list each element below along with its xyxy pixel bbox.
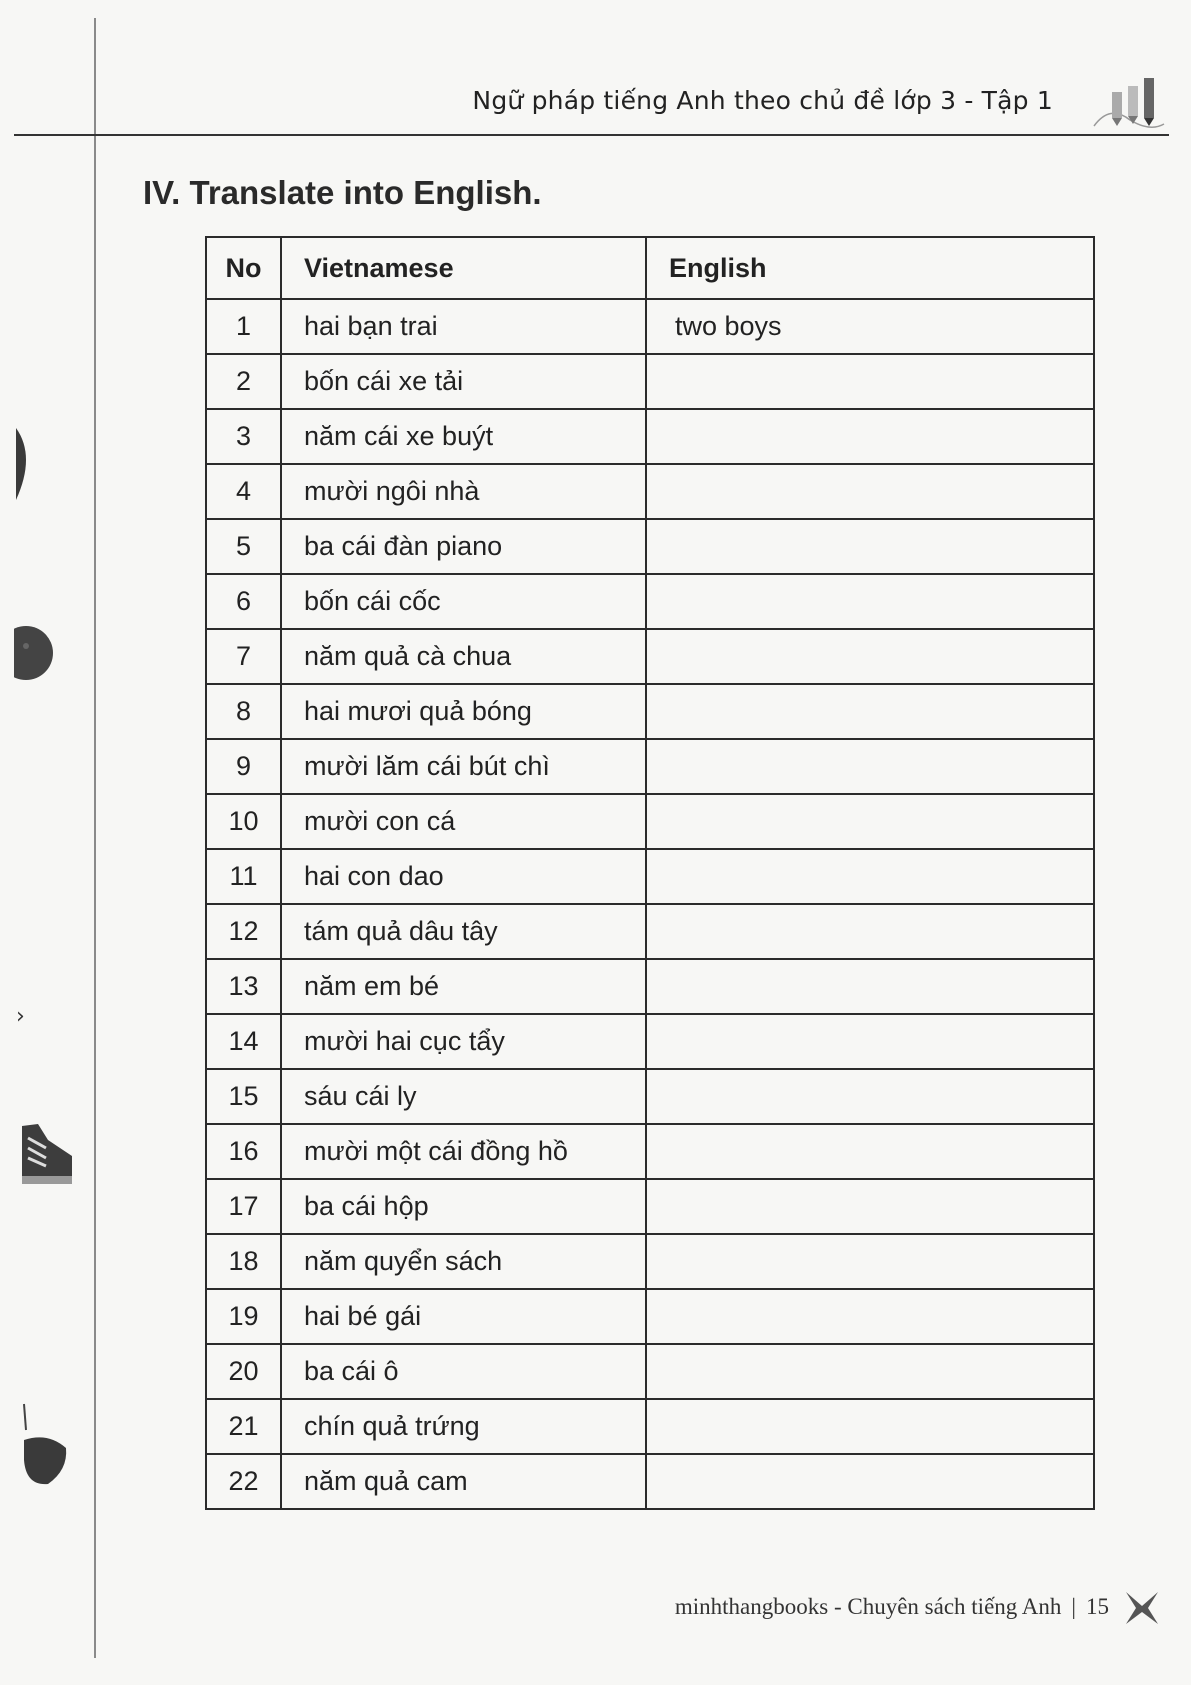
vietnamese-cell: mười con cá (281, 794, 646, 849)
vietnamese-cell: năm cái xe buýt (281, 409, 646, 464)
vietnamese-cell: mười ngôi nhà (281, 464, 646, 519)
english-answer-cell[interactable] (646, 464, 1094, 519)
english-answer-cell[interactable] (646, 684, 1094, 739)
vietnamese-cell: bốn cái cốc (281, 574, 646, 629)
row-number: 12 (206, 904, 281, 959)
vietnamese-cell: sáu cái ly (281, 1069, 646, 1124)
header-title: Ngữ pháp tiếng Anh theo chủ đề lớp 3 - Tập 1 (472, 86, 1053, 115)
pencils-icon (1090, 74, 1168, 134)
row-number: 17 (206, 1179, 281, 1234)
table-row (206, 1014, 1094, 1069)
footer-publisher: minhthangbooks - Chuyên sách tiếng Anh (674, 1594, 1062, 1619)
english-answer-cell[interactable] (646, 574, 1094, 629)
row-number: 14 (206, 1014, 281, 1069)
row-number: 13 (206, 959, 281, 1014)
row-number: 19 (206, 1289, 281, 1344)
section-title: IV. Translate into English. (143, 174, 542, 211)
table-row (206, 739, 1094, 794)
english-answer-cell[interactable] (646, 1179, 1094, 1234)
vietnamese-cell: năm em bé (281, 959, 646, 1014)
english-answer-cell[interactable] (646, 794, 1094, 849)
table-row (206, 1289, 1094, 1344)
column-header-no: No (206, 237, 281, 299)
header-divider (14, 134, 1169, 136)
row-number: 18 (206, 1234, 281, 1289)
english-answer-cell[interactable] (646, 1399, 1094, 1454)
english-answer-cell[interactable] (646, 629, 1094, 684)
row-number: 2 (206, 354, 281, 409)
sneaker-icon (18, 1120, 76, 1190)
vietnamese-cell: hai bạn trai (281, 299, 646, 354)
table-row (206, 1344, 1094, 1399)
row-number: 7 (206, 629, 281, 684)
vietnamese-cell: năm quả cà chua (281, 629, 646, 684)
vietnamese-cell: năm quyển sách (281, 1234, 646, 1289)
english-answer-cell[interactable] (646, 1454, 1094, 1509)
vietnamese-cell: chín quả trứng (281, 1399, 646, 1454)
vietnamese-cell: hai bé gái (281, 1289, 646, 1344)
row-number: 4 (206, 464, 281, 519)
vietnamese-cell: bốn cái xe tải (281, 354, 646, 409)
table-row (206, 574, 1094, 629)
row-number: 5 (206, 519, 281, 574)
english-answer-cell[interactable] (646, 1234, 1094, 1289)
table-row (206, 1454, 1094, 1509)
footer-separator: | (1071, 1594, 1076, 1619)
table-row (206, 904, 1094, 959)
ball-icon (14, 624, 58, 682)
table-row (206, 684, 1094, 739)
table-row (206, 409, 1094, 464)
margin-rule (94, 18, 96, 1658)
page-number: 15 (1086, 1594, 1109, 1619)
table-row (206, 519, 1094, 574)
english-answer-cell[interactable] (646, 1014, 1094, 1069)
english-answer-cell[interactable] (646, 1124, 1094, 1179)
table-header-row (206, 237, 1094, 299)
table-row (206, 1179, 1094, 1234)
english-answer-cell[interactable] (646, 849, 1094, 904)
table-row (206, 299, 1094, 354)
table-row (206, 794, 1094, 849)
table-row (206, 629, 1094, 684)
vietnamese-cell: hai con dao (281, 849, 646, 904)
row-number: 20 (206, 1344, 281, 1399)
english-answer-cell[interactable] (646, 1289, 1094, 1344)
translation-table (205, 236, 1095, 1510)
vietnamese-cell: ba cái hộp (281, 1179, 646, 1234)
table-row (206, 464, 1094, 519)
vietnamese-cell: hai mươi quả bóng (281, 684, 646, 739)
english-answer-cell[interactable] (646, 904, 1094, 959)
vietnamese-cell: tám quả dâu tây (281, 904, 646, 959)
row-number: 16 (206, 1124, 281, 1179)
row-number: 10 (206, 794, 281, 849)
animal-icon (18, 1400, 70, 1490)
decorative-shape-icon (14, 426, 36, 502)
english-answer-cell[interactable]: two boys (646, 299, 1094, 354)
column-header-english: English (646, 237, 1094, 299)
row-number: 3 (206, 409, 281, 464)
row-number: 6 (206, 574, 281, 629)
english-answer-cell[interactable] (646, 409, 1094, 464)
table-row (206, 1069, 1094, 1124)
english-answer-cell[interactable] (646, 354, 1094, 409)
vietnamese-cell: mười một cái đồng hồ (281, 1124, 646, 1179)
row-number: 8 (206, 684, 281, 739)
english-answer-cell[interactable] (646, 959, 1094, 1014)
english-answer-cell[interactable] (646, 739, 1094, 794)
footer (675, 1594, 1109, 1620)
column-header-vietnamese: Vietnamese (281, 237, 646, 299)
vietnamese-cell: mười lăm cái bút chì (281, 739, 646, 794)
table-row (206, 1234, 1094, 1289)
vietnamese-cell: ba cái đàn piano (281, 519, 646, 574)
table-row (206, 1399, 1094, 1454)
row-number: 11 (206, 849, 281, 904)
row-number: 9 (206, 739, 281, 794)
row-number: 1 (206, 299, 281, 354)
row-number: 15 (206, 1069, 281, 1124)
english-answer-cell[interactable] (646, 1069, 1094, 1124)
row-number: 21 (206, 1399, 281, 1454)
table-row (206, 354, 1094, 409)
vietnamese-cell: ba cái ô (281, 1344, 646, 1399)
arrow-icon: › (16, 1004, 25, 1029)
vietnamese-cell: mười hai cục tẩy (281, 1014, 646, 1069)
vietnamese-cell: năm quả cam (281, 1454, 646, 1509)
table-row (206, 849, 1094, 904)
english-answer-cell[interactable] (646, 1344, 1094, 1399)
table-row (206, 959, 1094, 1014)
row-number: 22 (206, 1454, 281, 1509)
english-answer-cell[interactable] (646, 519, 1094, 574)
table-row (206, 1124, 1094, 1179)
publisher-logo-icon (1122, 1588, 1162, 1628)
